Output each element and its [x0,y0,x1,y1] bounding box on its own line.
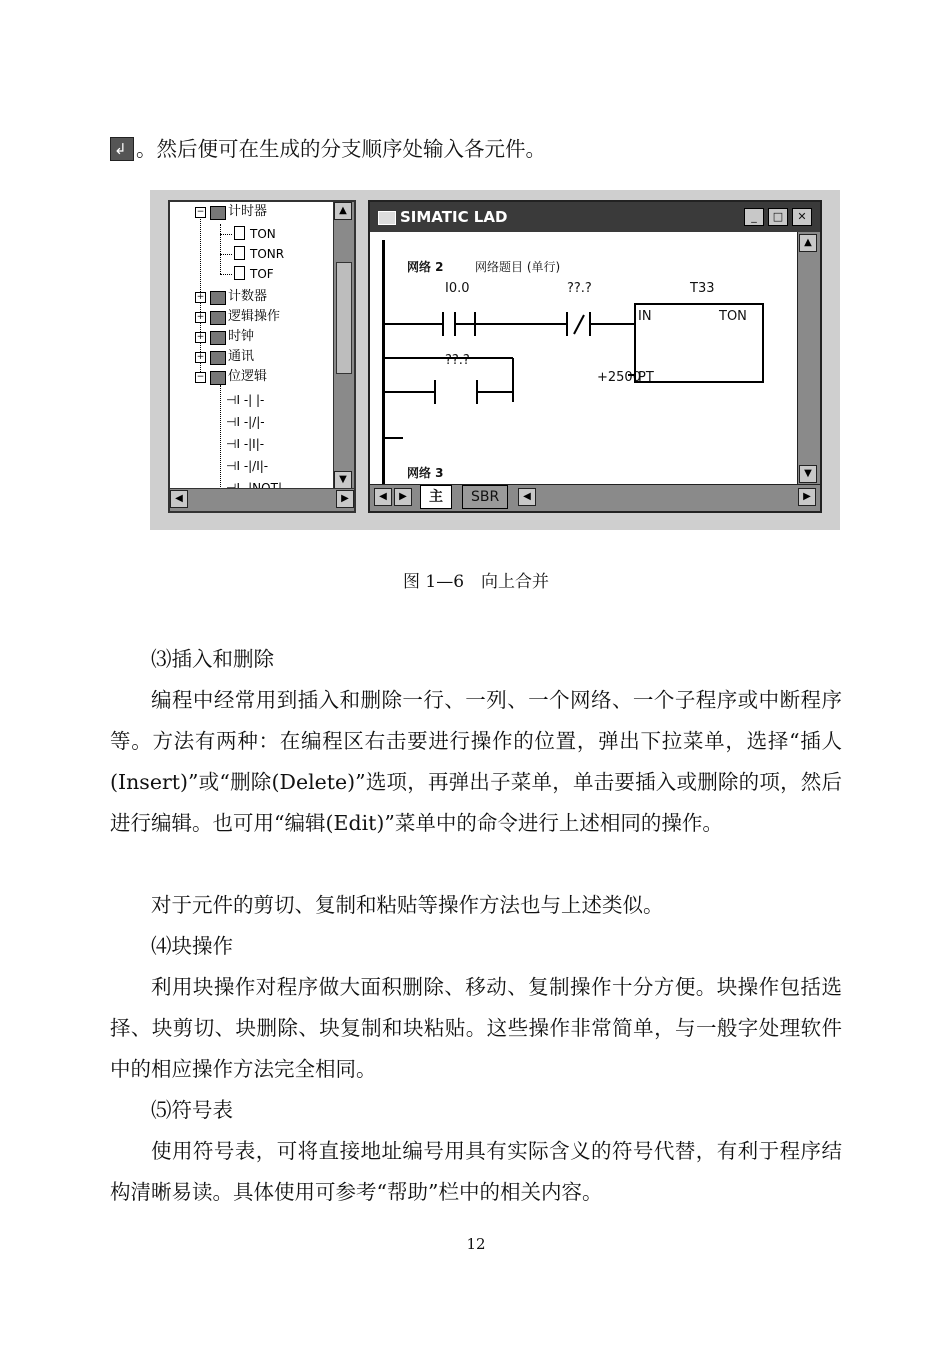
timer-pin-pt: PT [638,370,654,385]
counter-folder-icon [210,291,226,305]
intro-text: 。然后便可在生成的分支顺序处输入各元件。 [136,137,546,161]
network2-label: 网络 2 [407,260,444,274]
timer-folder-icon [210,206,226,220]
tree-bit-contact[interactable]: ⊣I -|/I|- [226,459,269,473]
tree-timer-tof[interactable]: TOF [250,267,274,281]
close-button[interactable]: ✕ [792,208,812,226]
preset-value: +2500 [597,370,641,385]
tree-group-logic[interactable]: 逻辑操作 [228,309,281,324]
ladder-diagram [385,240,785,488]
section-3-paragraph: 编程中经常用到插入和删除一行、一列、一个网络、一个子程序或中断程序等。方法有两种：在编程区右击要进行操作的位置，弹出下拉菜单，选择“插人(Insert)”或“删除(Delete)”选项，再弹出子菜单，单击要插入或删除的项，然后进行编辑。也可用“编辑(Edit)”菜单中的命令进行上述相同的操作。 [110,688,842,835]
tree-timer-ton[interactable]: TON [250,227,276,241]
expand-icon[interactable]: + [196,352,205,362]
tree-bit-contact[interactable]: ⊣I -|I|- [226,437,265,451]
clock-folder-icon [210,331,226,345]
timer-pin-in: IN [638,309,652,324]
comm-folder-icon [210,351,226,365]
instruction-tree [168,200,356,513]
scroll-left-icon[interactable]: ◀ [170,490,188,508]
scroll-up-icon[interactable]: ▲ [334,202,352,220]
merge-up-icon: ↲ [110,137,134,161]
scroll-left-icon[interactable]: ◀ [518,488,536,506]
contact1-address: I0.0 [445,281,470,296]
network3-label: 网络 3 [407,466,444,480]
tab-sbr[interactable]: SBR [462,485,508,509]
tree-timer-tonr[interactable]: TONR [250,247,285,261]
expand-icon[interactable]: + [196,332,205,342]
lad-window [368,200,822,513]
figure-screenshot [150,190,840,530]
tree-vertical-scrollbar[interactable] [333,202,354,489]
minimize-button[interactable]: _ [744,208,764,226]
tree-group-counter[interactable]: 计数器 [228,289,268,304]
network2-title: 网络题目 (单行) [475,260,561,274]
tab-main[interactable]: 主 [420,485,452,509]
expand-icon[interactable]: + [196,312,205,322]
ladder-editor[interactable] [382,240,785,488]
tree-group-bitlogic[interactable]: 位逻辑 [228,369,268,384]
instruction-icon [234,266,245,280]
section-4-paragraph: 利用块操作对程序做大面积删除、移动、复制操作十分方便。块操作包括选择、块剪切、块删除、块复制和块粘贴。这些操作非常简单，与一般字处理软件中的相应操作方法完全相同。 [110,975,842,1081]
instruction-icon [234,226,245,240]
app-icon [378,211,396,225]
tab-scroll-right-icon[interactable]: ▶ [394,488,412,506]
tree-bit-contact[interactable]: ⊣I -|/|- [226,415,265,429]
section-3-paragraph-2: 对于元件的剪切、复制和粘贴等操作方法也与上述类似。 [151,893,664,917]
window-title: SIMATIC LAD [400,208,508,226]
scroll-down-icon[interactable]: ▼ [799,465,817,483]
logic-folder-icon [210,311,226,325]
tree-timer-group[interactable]: 计时器 [228,204,268,219]
timer-pin-ton: TON [719,309,747,324]
scroll-right-icon[interactable]: ▶ [798,488,816,506]
page-number: 12 [466,1235,486,1253]
tab-scroll-left-icon[interactable]: ◀ [374,488,392,506]
expand-icon[interactable]: + [196,292,205,302]
section-5-paragraph: 使用符号表，可将直接地址编号用具有实际含义的符号代替，有利于程序结构清晰易读。具体使用可参考“帮助”栏中的相关内容。 [110,1139,842,1204]
window-titlebar[interactable] [370,202,820,232]
tree-group-clock[interactable]: 时钟 [228,329,255,344]
instruction-icon [234,246,245,260]
tree-group-comm[interactable]: 通讯 [228,349,255,364]
timer-name: T33 [690,281,715,296]
editor-vertical-scrollbar[interactable] [797,232,820,485]
scroll-down-icon[interactable]: ▼ [334,471,352,489]
scroll-thumb[interactable] [336,262,352,374]
figure-caption: 图 1—6 向上合并 [402,572,550,592]
tree-bit-contact[interactable]: ⊣I -| |- [226,393,265,407]
bitlogic-folder-icon [210,371,226,385]
collapse-icon[interactable]: − [196,207,205,217]
contact2-address: ??.? [567,281,592,296]
scroll-right-icon[interactable]: ▶ [336,490,354,508]
editor-tabbar [370,484,820,511]
collapse-icon[interactable]: − [196,372,205,382]
branch-contact-address: ??.? [445,353,470,368]
tree-horizontal-scrollbar[interactable] [170,488,354,511]
maximize-button[interactable]: □ [768,208,788,226]
scroll-up-icon[interactable]: ▲ [799,234,817,252]
section-3-title: ⑶插入和删除 [151,647,274,671]
section-4-title: ⑷块操作 [151,934,233,958]
section-5-title: ⑸符号表 [151,1098,233,1122]
